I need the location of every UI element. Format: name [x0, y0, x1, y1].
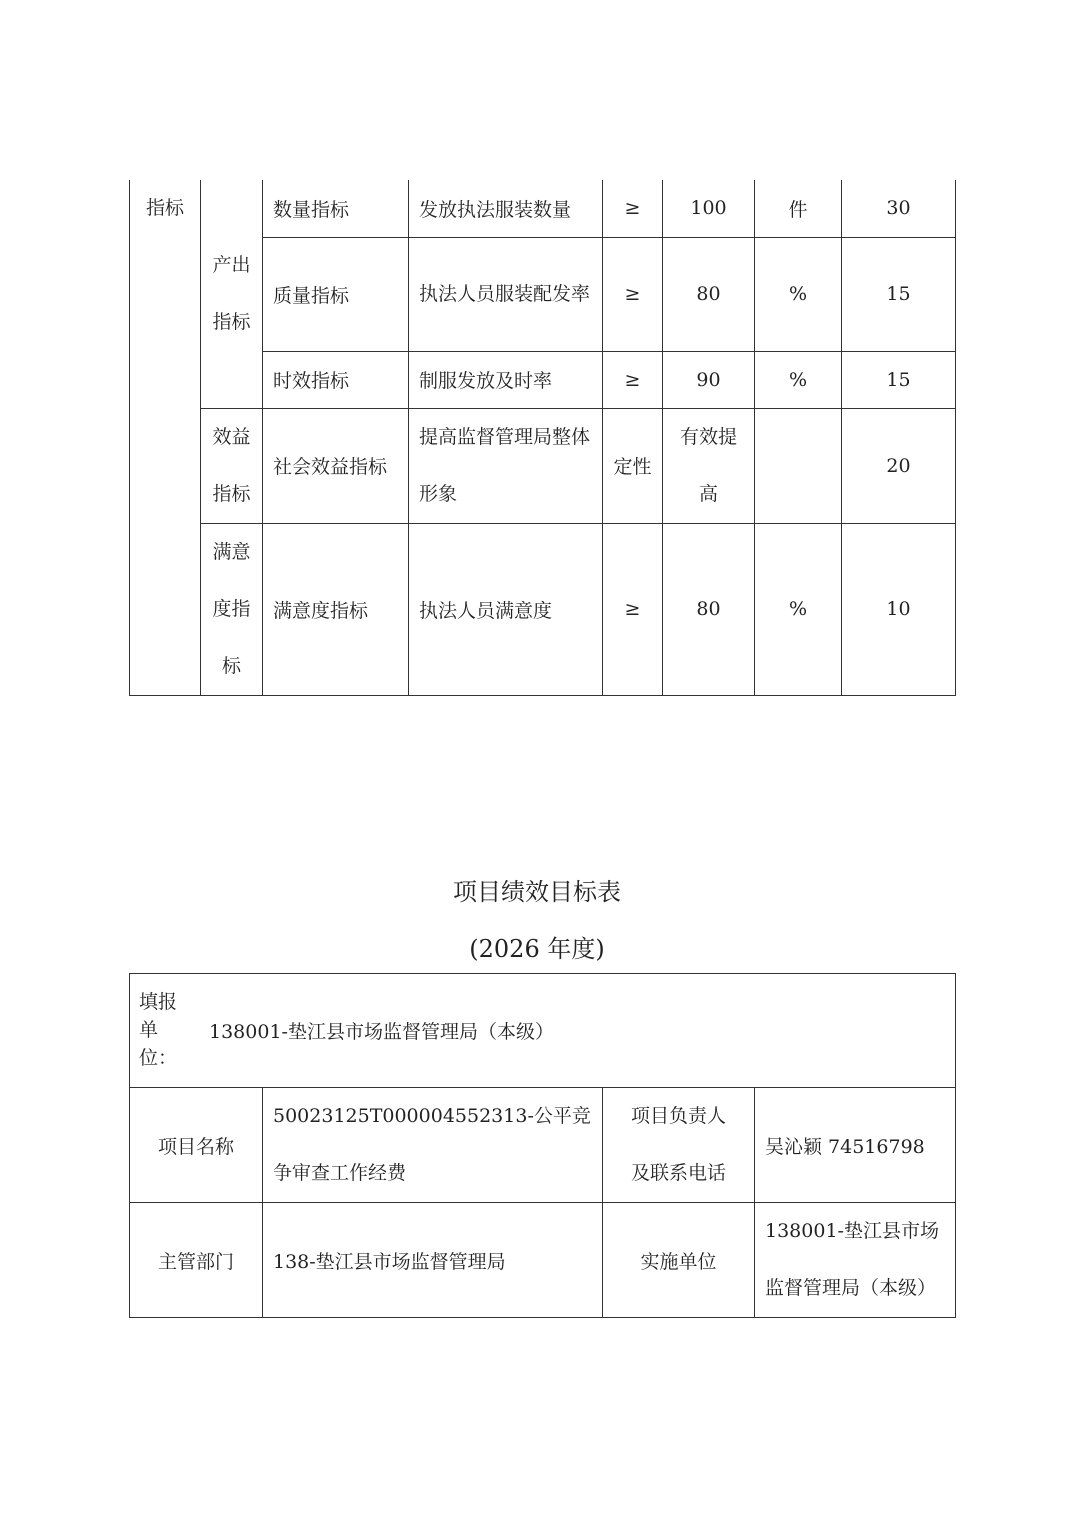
group-satisfaction-cell	[201, 523, 263, 695]
indicator-operator: ≥	[603, 237, 663, 351]
indicator-type: 质量指标	[263, 237, 409, 351]
indicator-operator: ≥	[603, 351, 663, 408]
indicator-type: 时效指标	[263, 351, 409, 408]
indicator-value: 100	[663, 180, 755, 237]
indicator-name: 提高监督管理局整体形象	[409, 408, 603, 523]
dept-value: 138-垫江县市场监督管理局	[263, 1203, 603, 1318]
indicator-type: 数量指标	[263, 180, 409, 237]
indicator-unit: %	[755, 351, 842, 408]
indicator-value: 90	[663, 351, 755, 408]
project-info-table	[129, 973, 956, 1318]
indicator-weight: 10	[842, 523, 956, 695]
contact-label-cell	[603, 1088, 755, 1203]
group-label: 效益指标	[212, 425, 251, 505]
contact-label: 项目负责人及联系电话	[631, 1105, 727, 1184]
indicator-name: 制服发放及时率	[409, 351, 603, 408]
indicator-weight: 20	[842, 408, 956, 523]
indicator-unit: %	[755, 523, 842, 695]
group-label: 满意度指标	[212, 540, 251, 677]
indicator-table	[129, 180, 956, 696]
impl-label: 实施单位	[603, 1203, 755, 1318]
filler-label: 填报单位：	[139, 991, 178, 1069]
indicator-value: 80	[663, 523, 755, 695]
group-label: 产出指标	[212, 253, 251, 333]
project-name-label: 项目名称	[130, 1088, 263, 1203]
indicator-name: 执法人员满意度	[409, 523, 603, 695]
indicator-operator: ≥	[603, 523, 663, 695]
indicator-unit: 件	[755, 180, 842, 237]
project-name-value: 50023125T000004552313-公平竞争审查工作经费	[263, 1088, 603, 1203]
indicator-unit	[755, 408, 842, 523]
impl-value: 138001-垫江县市场监督管理局（本级）	[755, 1203, 956, 1318]
level1-indicator-label: 指标	[146, 197, 185, 219]
dept-label: 主管部门	[130, 1203, 263, 1318]
group-benefit-cell	[201, 408, 263, 523]
group-output-cell	[201, 180, 263, 408]
filler-value: 138001-垫江县市场监督管理局（本级）	[209, 1021, 554, 1043]
form-title: 项目绩效目标表	[453, 878, 621, 906]
indicator-value: 80	[663, 237, 755, 351]
indicator-operator: 定性	[603, 408, 663, 523]
contact-value: 吴沁颖 74516798	[755, 1088, 956, 1203]
indicator-value: 有效提高	[680, 425, 738, 505]
form-year: (2026 年度)	[469, 935, 605, 963]
indicator-weight: 15	[842, 351, 956, 408]
indicator-type: 满意度指标	[263, 523, 409, 695]
indicator-type: 社会效益指标	[263, 408, 409, 523]
indicator-name: 发放执法服装数量	[409, 180, 603, 237]
indicator-unit: %	[755, 237, 842, 351]
indicator-weight: 15	[842, 237, 956, 351]
indicator-operator: ≥	[603, 180, 663, 237]
indicator-weight: 30	[842, 180, 956, 237]
indicator-name: 执法人员服装配发率	[409, 237, 603, 351]
indicator-value-cell	[663, 408, 755, 523]
level1-indicator-cell	[130, 180, 201, 695]
filler-row	[130, 974, 956, 1088]
